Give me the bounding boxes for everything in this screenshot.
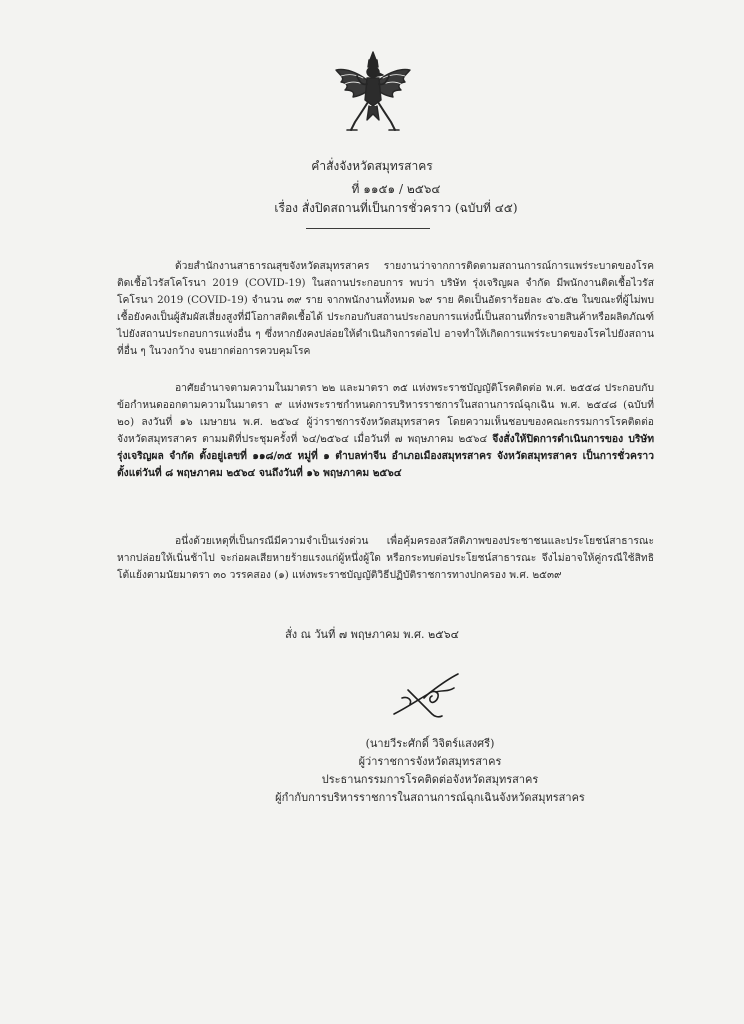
- signatory-title-emergency: ผู้กำกับการบริหารราชการในสถานการณ์ฉุกเฉินจังหวัดสมุทรสาคร: [275, 791, 585, 804]
- handwritten-signature: [388, 668, 468, 724]
- signatory-title-governor: ผู้ว่าราชการจังหวัดสมุทรสาคร: [358, 755, 502, 768]
- signatory-name: (นายวีระศักดิ์ วิจิตร์แสงศรี): [365, 737, 495, 750]
- heading-divider: [306, 228, 430, 229]
- paragraph-background: ด้วยสำนักงานสาธารณสุขจังหวัดสมุทรสาคร รายงานว่าจากการติดตามสถานการณ์การแพร่ระบาดของโรคติดเชื้อไวรัสโคโรนา 2019 (COVID-19) ในสถานประกอบการ พบว่า บริษัท รุ่งเจริญผล จำกัด มีพนักงานติดเชื้อไวรัสโคโรนา 2019 (COVID-19) จำนวน ๓๙ ราย จากพนักงานทั้งหมด ๖๙ ราย คิดเป็นอัตราร้อยละ ๕๖.๕๒ ในขณะที่ผู้ไม่พบเชื้อยังคงเป็นผู้สัมผัสเสี่ยงสูงที่มีโอกาสติดเชื้อได้ ประกอบกับสถานประกอบการแห่งนี้เป็นสถานที่กระจายสินค้าหรือผลิตภัณฑ์ไปยังสถานประกอบการแห่งอื่น ๆ ซึ่งหากยังคงปล่อยให้ดำเนินกิจการต่อไป อาจทำให้เกิดการแพร่ระบาดของโรคไปยังสถานที่อื่น ๆ ในวงกว้าง จนยากต่อการควบคุมโรค: [117, 260, 654, 357]
- paragraph-urgency: อนึ่งด้วยเหตุที่เป็นกรณีมีความจำเป็นเร่งด่วน เพื่อคุ้มครองสวัสดิภาพของประชาชนและประโยชน์สาธารณะ หากปล่อยให้เนิ่นช้าไป จะก่อผลเสียหายร้ายแรงแก่ผู้หนึ่งผู้ใด หรือกระทบต่อประโยชน์สาธารณะ จึงไม่อาจให้คู่กรณีใช้สิทธิโต้แย้งตามนัยมาตรา ๓๐ วรรคสอง (๑) แห่งพระราชบัญญัติวิธีปฏิบัติราชการทางปกครอง พ.ศ. ๒๕๓๙: [117, 535, 654, 581]
- order-subject: เรื่อง สั่งปิดสถานที่เป็นการชั่วคราว (ฉบับที่ ๔๕): [274, 201, 518, 215]
- closure-order-text: จึงสั่งให้ปิดการดำเนินการของ บริษัท รุ่งเจริญผล จำกัด ตั้งอยู่เลขที่ ๑๑๘/๓๕ หมู่ที่ ๑ ตำบลท่าจีน อำเภอเมืองสมุทรสาคร จังหวัดสมุทรสาคร เป็นการชั่วคราว ตั้งแต่วันที่ ๘ พฤษภาคม ๒๕๖๔ จนถึงวันที่ ๑๖ พฤษภาคม ๒๕๖๔: [117, 433, 654, 479]
- garuda-emblem-icon: [333, 50, 413, 134]
- signatory-block: [200, 735, 660, 807]
- signatory-title-committee: ประธานกรรมการโรคติดต่อจังหวัดสมุทรสาคร: [321, 773, 539, 786]
- signed-date: สั่ง ณ วันที่ ๗ พฤษภาคม พ.ศ. ๒๕๖๔: [285, 628, 459, 641]
- order-number: ที่ ๑๑๕๑ / ๒๕๖๔: [351, 182, 441, 196]
- paragraph-legal-basis: [117, 380, 654, 482]
- paragraph-legal-basis-text: อาศัยอำนาจตามความในมาตรา ๒๒ และมาตรา ๓๕ แห่งพระราชบัญญัติโรคติดต่อ พ.ศ. ๒๕๕๘ ประกอบกับข้อกำหนดออกตามความในมาตรา ๙ แห่งพระราชกำหนดการบริหารราชการในสถานการณ์ฉุกเฉิน พ.ศ. ๒๕๔๘ (ฉบับที่ ๒๐) ลงวันที่ ๑๖ เมษายน พ.ศ. ๒๕๖๔ ผู้ว่าราชการจังหวัดสมุทรสาคร โดยความเห็นชอบของคณะกรรมการโรคติดต่อจังหวัดสมุทรสาคร ตามมติที่ประชุมครั้งที่ ๖๔/๒๕๖๔ เมื่อวันที่ ๗ พฤษภาคม ๒๕๖๔: [117, 382, 654, 445]
- order-authority: คำสั่งจังหวัดสมุทรสาคร: [311, 159, 433, 173]
